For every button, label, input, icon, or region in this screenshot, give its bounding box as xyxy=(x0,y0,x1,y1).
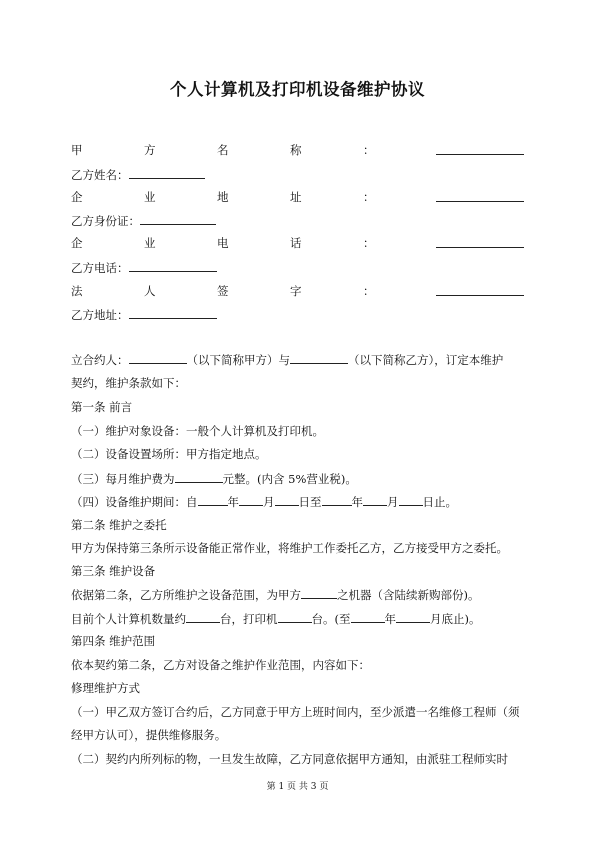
party-b-name-label: 乙方姓名： xyxy=(71,168,129,182)
party-b-phone-label: 乙方电话： xyxy=(71,261,129,275)
party-a-address-blank[interactable] xyxy=(436,190,524,202)
label-char: 甲 xyxy=(71,143,83,157)
article-1-item-3 xyxy=(71,471,524,486)
date-blank[interactable] xyxy=(399,494,423,506)
party-a-phone-row xyxy=(71,236,524,250)
label-char: ： xyxy=(363,284,375,298)
label-char: ： xyxy=(363,143,375,157)
label-char: 地 xyxy=(217,190,229,204)
party-b-id-label: 乙方身份证： xyxy=(71,214,140,228)
date-blank[interactable] xyxy=(363,494,387,506)
label-char: 称 xyxy=(290,143,302,157)
label-char: 企 xyxy=(71,236,83,250)
contract-party-blank[interactable] xyxy=(129,352,187,364)
label-char: 电 xyxy=(217,236,229,250)
text: 之机器（含陆续新购部份)。 xyxy=(337,588,480,602)
text: 目前个人计算机数量约 xyxy=(71,612,186,626)
label-char: 签 xyxy=(217,284,229,298)
repair-item-1-cont: 经甲方认可），提供维修服务。 xyxy=(71,728,227,742)
text: 日止。 xyxy=(422,495,457,509)
printer-count-blank[interactable] xyxy=(278,611,312,623)
text: （以下简称乙方），订定本维护 xyxy=(348,353,504,367)
date-blank[interactable] xyxy=(396,611,430,623)
party-b-phone-row xyxy=(71,260,524,275)
date-blank[interactable] xyxy=(198,494,228,506)
label-char: 人 xyxy=(144,284,156,298)
text: 依据第二条，乙方所维护之设备范围，为甲方 xyxy=(71,588,301,602)
article-3-text-2 xyxy=(71,611,524,626)
text: 月 xyxy=(263,495,275,509)
text: 年 xyxy=(384,612,396,626)
party-b-address-label: 乙方地址： xyxy=(71,308,129,322)
label-char: 址 xyxy=(290,190,302,204)
article-1-item-1: （一）维护对象设备：一般个人计算机及打印机。 xyxy=(71,424,324,438)
article-4-text: 依本契约第二条，乙方对设备之维护作业范围，内容如下： xyxy=(71,658,370,672)
party-b-name-row xyxy=(71,167,524,182)
label-char: 方 xyxy=(144,143,156,157)
article-2-heading: 第二条 维护之委托 xyxy=(71,518,167,532)
text: 日至 xyxy=(298,495,322,509)
text: 立合约人： xyxy=(71,353,129,367)
text: 台。(至 xyxy=(311,612,351,626)
pc-count-blank[interactable] xyxy=(186,611,220,623)
article-1-item-4 xyxy=(71,494,524,509)
intro-line-2: 契约，维护条款如下： xyxy=(71,376,186,390)
label-char: 业 xyxy=(144,236,156,250)
party-b-address-blank[interactable] xyxy=(129,307,217,319)
label-char: ： xyxy=(363,190,375,204)
text: （以下简称甲方）与 xyxy=(186,353,290,367)
party-b-name-blank[interactable] xyxy=(129,167,205,179)
date-blank[interactable] xyxy=(351,611,385,623)
text: 元整。(内含 5%营业税)。 xyxy=(222,472,357,486)
fee-blank[interactable] xyxy=(175,471,223,483)
label-char: 业 xyxy=(144,190,156,204)
legal-signature-row xyxy=(71,284,524,298)
label-char: 名 xyxy=(217,143,229,157)
repair-heading: 修理维护方式 xyxy=(71,681,140,695)
repair-item-2: （二）契约内所列标的物，一旦发生故障，乙方同意依据甲方通知，由派驻工程师实时 xyxy=(71,752,508,766)
label-char: 字 xyxy=(290,284,302,298)
date-blank[interactable] xyxy=(322,494,352,506)
label-char: 法 xyxy=(71,284,83,298)
text: （三）每月维护费为 xyxy=(71,472,175,486)
text: （四）设备维护期间：自 xyxy=(71,495,198,509)
article-3-text-1 xyxy=(71,587,524,602)
repair-item-1: （一）甲乙双方签订合约后，乙方同意于甲方上班时间内，至少派遣一名维修工程师（须 xyxy=(71,705,520,719)
text: 年 xyxy=(227,495,239,509)
party-b-phone-blank[interactable] xyxy=(129,260,217,272)
text: 月 xyxy=(387,495,399,509)
article-2-text: 甲方为保持第三条所示设备能正常作业，将维护工作委托乙方，乙方接受甲方之委托。 xyxy=(71,541,508,555)
party-a-name-blank[interactable] xyxy=(436,143,524,155)
party-a-name-row xyxy=(71,143,524,157)
document-title: 个人计算机及打印机设备维护协议 xyxy=(170,80,425,99)
contract-party-blank[interactable] xyxy=(290,352,348,364)
text: 年 xyxy=(351,495,363,509)
party-b-id-row xyxy=(71,213,524,228)
party-b-id-blank[interactable] xyxy=(140,213,216,225)
party-a-unit-blank[interactable] xyxy=(301,587,337,599)
party-a-address-row xyxy=(71,190,524,204)
party-b-address-row xyxy=(71,307,524,322)
date-blank[interactable] xyxy=(239,494,263,506)
party-a-phone-blank[interactable] xyxy=(436,236,524,248)
label-char: ： xyxy=(363,236,375,250)
date-blank[interactable] xyxy=(275,494,299,506)
text: 月底止)。 xyxy=(430,612,481,626)
article-3-heading: 第三条 维护设备 xyxy=(71,564,156,578)
text: 台，打印机 xyxy=(220,612,278,626)
legal-signature-blank[interactable] xyxy=(436,284,524,296)
label-char: 话 xyxy=(290,236,302,250)
page-footer: 第 1 页 共 3 页 xyxy=(266,782,329,792)
article-1-heading: 第一条 前言 xyxy=(71,400,133,414)
article-4-heading: 第四条 维护范围 xyxy=(71,634,156,648)
intro-line-1 xyxy=(71,352,524,367)
article-1-item-2: （二）设备设置场所：甲方指定地点。 xyxy=(71,447,267,461)
label-char: 企 xyxy=(71,190,83,204)
